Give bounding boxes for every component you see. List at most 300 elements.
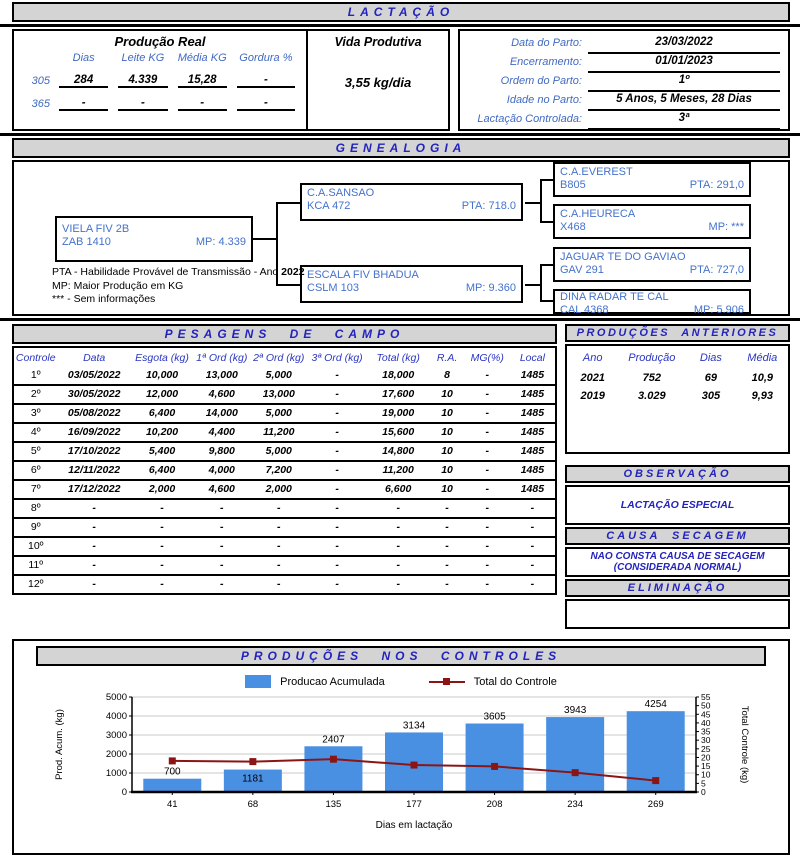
grandparent-code: X468 (560, 221, 586, 233)
pesagens-column-header: 2ª Ord (kg) (253, 352, 305, 364)
pa-column-header: Produção (628, 352, 676, 364)
pesagens-cell: 7,200 (250, 461, 307, 480)
chart-line-marker (169, 757, 176, 764)
sire-code: KCA 472 (307, 200, 351, 212)
pesagens-cell: 6,400 (131, 404, 193, 423)
pesagens-cell: 2,000 (250, 480, 307, 499)
pesagens-cell: - (307, 461, 367, 480)
x-tick-label: 269 (647, 799, 664, 810)
legend-bar-label: Producao Acumulada (280, 675, 385, 688)
pa-column-header: Média (747, 352, 778, 364)
pesagens-cell: 10,000 (145, 369, 179, 381)
y-tick-label-right: 10 (701, 769, 711, 780)
pesagens-cell: - (510, 537, 556, 556)
pesagens-row (13, 423, 556, 442)
pesagens-cell: 10 (429, 461, 464, 480)
dam-name: ESCALA FIV BHADUA (307, 269, 419, 281)
pa-cell: 752 (642, 372, 661, 384)
x-tick-label: 68 (247, 799, 259, 810)
pesagens-cell: 12º (13, 575, 58, 594)
field-label: Ordem do Parto: (500, 75, 582, 87)
pesagens-cell: - (250, 537, 307, 556)
pesagens-cell: - (465, 442, 510, 461)
y-tick-label-left: 4000 (105, 711, 127, 722)
pesagens-cell: - (307, 480, 367, 499)
pesagens-cell: 14,000 (193, 404, 250, 423)
pesagens-cell: 10 (429, 404, 464, 423)
value-media-365: - (178, 95, 227, 111)
legend-line-swatch (429, 681, 465, 683)
y-tick-label-right: 5 (701, 778, 706, 789)
pesagens-cell: 4,600 (193, 480, 250, 499)
grandparent-box (553, 289, 751, 314)
y-tick-label-left: 3000 (105, 730, 127, 741)
pesagens-cell: 13,000 (250, 385, 307, 404)
pesagens-cell: - (367, 556, 429, 575)
pesagens-cell: 5,000 (250, 404, 307, 423)
pesagens-cell: - (307, 442, 367, 461)
pesagens-cell: - (250, 575, 307, 594)
pesagens-cell: 7º (13, 480, 58, 499)
pesagens-cell: - (58, 556, 131, 575)
pesagens-cell: - (429, 537, 464, 556)
y-tick-label-left: 0 (121, 787, 127, 798)
pa-cell: 305 (701, 390, 721, 402)
pesagens-cell: - (465, 385, 510, 404)
pesagens-cell: 6º (13, 461, 58, 480)
pesagens-cell: - (510, 499, 556, 518)
legend-sem-info: *** - Sem informações (52, 293, 156, 305)
value-dias-365: - (59, 95, 108, 111)
pesagens-cell: - (307, 404, 367, 423)
bar-label: 3943 (564, 705, 587, 717)
tree-connector (540, 179, 542, 223)
chart-line-marker (249, 758, 256, 765)
col-header-dias: Dias (72, 52, 95, 64)
legend-mp: MP: Maior Produção em KG (52, 279, 184, 292)
chart-legend (36, 675, 766, 688)
pesagens-cell: - (193, 518, 250, 537)
col-header-gordura: Gordura % (239, 52, 293, 64)
pesagens-cell: 10,200 (131, 423, 193, 442)
section-header-pesagens: PESAGENS DE CAMPO (12, 324, 557, 344)
pesagens-cell: 1485 (510, 442, 556, 461)
pesagens-cell: - (307, 385, 367, 404)
grandparent-code: CAL 4368 (560, 304, 609, 316)
pesagens-row (13, 461, 556, 480)
field-label: Idade no Parto: (506, 94, 582, 106)
pesagens-row (13, 537, 556, 556)
pesagens-row (13, 575, 556, 594)
pesagens-cell: 18,000 (382, 369, 415, 381)
eliminacao-box (565, 599, 790, 629)
genealogy-tree (12, 160, 790, 316)
pesagens-cell: - (58, 518, 131, 537)
pesagens-cell: 13,000 (205, 369, 238, 381)
divider (0, 133, 800, 136)
chart-bar (304, 746, 362, 792)
grandparent-code: B805 (560, 179, 586, 191)
pesagens-cell: 17/12/2022 (58, 480, 131, 499)
observacao-box (565, 485, 790, 525)
pesagens-cell: 11,200 (250, 423, 307, 442)
pesagens-cell: - (250, 556, 307, 575)
pesagens-cell: - (193, 499, 250, 518)
pesagens-cell: 5,400 (131, 442, 193, 461)
y-tick-label-left: 1000 (105, 768, 127, 779)
pesagens-cell: - (58, 537, 131, 556)
pesagens-cell: 10 (429, 423, 464, 442)
y-tick-label-right: 55 (701, 692, 711, 702)
animal-code: ZAB 1410 (62, 236, 111, 248)
pesagens-row (13, 480, 556, 499)
pesagens-cell: - (58, 575, 131, 594)
pesagens-cell: - (367, 499, 429, 518)
pesagens-cell: - (465, 461, 510, 480)
section-header-producoes-anteriores: PRODUÇÕES ANTERIORES (565, 324, 790, 342)
pesagens-cell: 10 (429, 480, 464, 499)
pesagens-cell: - (250, 518, 307, 537)
pesagens-cell: 2,000 (131, 480, 193, 499)
divider (0, 24, 800, 27)
y-axis-title-left: Prod. Acum. (kg) (54, 709, 65, 780)
animal-metric: MP: 4.339 (195, 236, 246, 248)
pesagens-cell: - (465, 537, 510, 556)
pa-cell: 2021 (580, 372, 605, 384)
pesagens-row (13, 404, 556, 423)
pesagens-cell: 6,600 (367, 480, 429, 499)
pesagens-cell: - (465, 404, 510, 423)
pesagens-cell: 1485 (520, 369, 545, 381)
value-gordura-365: - (237, 95, 295, 111)
pesagens-cell: - (335, 369, 339, 381)
vida-produtiva-title: Vida Produtiva (334, 35, 422, 49)
pesagens-row (13, 367, 556, 385)
pesagens-column-header: Local (519, 352, 545, 364)
grandparent-metric: MP: 5.906 (693, 304, 744, 316)
sire-metric: PTA: 718.0 (461, 200, 516, 212)
y-tick-label-right: 50 (701, 700, 711, 711)
col-header-media: Média KG (177, 52, 227, 64)
pesagens-cell: - (58, 499, 131, 518)
value-dias-305: 284 (59, 72, 108, 88)
section-header-genealogia: GENEALOGIA (12, 138, 790, 158)
pesagens-cell: 8º (13, 499, 58, 518)
y-tick-label-right: 30 (701, 735, 711, 746)
grandparent-box (553, 162, 751, 197)
grandparent-name: C.A.HEURECA (560, 208, 636, 220)
field-value: 5 Anos, 5 Meses, 28 Dias (588, 92, 780, 111)
producao-real-panel (12, 29, 308, 131)
chart-bar (143, 779, 201, 792)
pesagens-cell: - (131, 537, 193, 556)
col-header-leite: Leite KG (121, 52, 165, 64)
pesagens-row (13, 499, 556, 518)
chart-bar (466, 724, 524, 792)
pesagens-cell: 19,000 (367, 404, 429, 423)
pesagens-cell: - (307, 518, 367, 537)
x-tick-label: 135 (325, 799, 342, 810)
pa-column-header: Ano (582, 352, 603, 364)
pesagens-cell: - (367, 537, 429, 556)
pesagens-cell: - (307, 575, 367, 594)
pesagens-row (13, 385, 556, 404)
productions-chart (36, 688, 780, 840)
pesagens-column-header: MG(%) (470, 352, 504, 364)
chart-line-marker (491, 763, 498, 770)
dam-code: CSLM 103 (307, 282, 359, 294)
section-header-eliminacao: ELIMINAÇÃO (565, 579, 790, 597)
pesagens-section (12, 324, 557, 629)
info-row-encerramento (460, 54, 780, 73)
pesagens-cell: 05/08/2022 (58, 404, 131, 423)
pa-cell: 69 (704, 372, 718, 384)
tree-connector (525, 202, 541, 204)
animal-name: VIELA FIV 2B (62, 223, 130, 235)
bar-label: 1181 (242, 773, 264, 785)
pesagens-cell: 16/09/2022 (58, 423, 131, 442)
causa-secagem-box (565, 547, 790, 577)
section-header-observacao: OBSERVAÇÃO (565, 465, 790, 483)
pesagens-cell: 4º (13, 423, 58, 442)
pesagens-cell: - (307, 423, 367, 442)
field-value: 23/03/2022 (588, 35, 780, 54)
tree-connector (540, 264, 553, 266)
chart-line-marker (652, 777, 659, 784)
x-tick-label: 234 (567, 799, 584, 810)
tree-connector (540, 300, 553, 302)
pesagens-cell: 03/05/2022 (67, 369, 121, 381)
grandparent-name: JAGUAR TE DO GAVIAO (560, 251, 686, 263)
causa-secagem-line1: NAO CONSTA CAUSA DE SECAGEM (590, 551, 765, 562)
pesagens-cell: - (367, 575, 429, 594)
producao-real-table (20, 52, 300, 118)
bar-label: 3605 (483, 711, 506, 723)
pesagens-cell: 1485 (510, 404, 556, 423)
sire-box (300, 183, 523, 221)
bar-label: 3134 (402, 720, 426, 732)
legend-bar-swatch (245, 675, 271, 688)
field-label: Lactação Controlada: (477, 113, 582, 125)
pesagens-cell: 10º (13, 537, 58, 556)
tree-connector (253, 238, 277, 240)
dam-metric: MP: 9.360 (465, 282, 516, 294)
pesagens-row (13, 556, 556, 575)
pesagens-cell: 5,000 (250, 442, 307, 461)
chart-line-marker (572, 769, 579, 776)
pesagens-cell: 3º (13, 404, 58, 423)
pesagens-cell: - (429, 556, 464, 575)
parto-info-panel (458, 29, 790, 131)
sire-name: C.A.SANSAO (307, 187, 375, 199)
pesagens-cell: - (250, 499, 307, 518)
chart-line-marker (330, 756, 337, 763)
pesagens-cell: - (465, 499, 510, 518)
pesagens-cell: 1º (30, 369, 41, 381)
pesagens-cell: - (485, 369, 489, 381)
pesagens-cell: - (131, 518, 193, 537)
pesagens-cell: - (307, 537, 367, 556)
chart-panel (12, 639, 790, 855)
grandparent-box (553, 204, 751, 239)
chart-bar (546, 717, 604, 792)
animal-box (55, 216, 253, 262)
info-row-idade-parto (460, 92, 780, 111)
producao-real-title: Produção Real (114, 34, 206, 49)
pesagens-cell: - (429, 575, 464, 594)
pesagens-cell: 10 (429, 385, 464, 404)
row-label-305: 305 (31, 75, 50, 87)
vida-produtiva-panel (306, 29, 450, 131)
pesagens-cell: - (193, 537, 250, 556)
field-value: 01/01/2023 (588, 54, 780, 73)
divider (0, 318, 800, 321)
pesagens-cell: - (429, 499, 464, 518)
pesagens-cell: 10 (429, 442, 464, 461)
y-tick-label-right: 0 (701, 787, 706, 797)
genealogy-legend (52, 266, 305, 307)
x-axis-title: Dias em lactação (375, 820, 453, 831)
info-row-data-parto (460, 35, 780, 54)
pesagens-cell: - (510, 575, 556, 594)
pesagens-cell: - (307, 556, 367, 575)
value-gordura-305: - (237, 72, 295, 88)
x-tick-label: 41 (166, 799, 178, 810)
pesagens-cell: 9º (13, 518, 58, 537)
legend-line-label: Total do Controle (473, 675, 557, 688)
pesagens-cell: - (465, 556, 510, 575)
tree-connector (525, 284, 541, 286)
pesagens-cell: - (510, 518, 556, 537)
row-label-365: 365 (31, 98, 50, 110)
pesagens-column-header: Controle (15, 352, 56, 364)
info-row-ordem-parto (460, 73, 780, 92)
pesagens-cell: 1485 (510, 480, 556, 499)
pesagens-row (13, 442, 556, 461)
section-header-lactacao: LACTAÇÃO (12, 2, 790, 22)
y-tick-label-right: 20 (701, 752, 711, 763)
pesagens-cell: 30/05/2022 (58, 385, 131, 404)
pesagens-cell: 17/10/2022 (58, 442, 131, 461)
y-tick-label-left: 2000 (105, 749, 127, 760)
pesagens-cell: 6,400 (131, 461, 193, 480)
pesagens-cell: 1485 (510, 461, 556, 480)
pesagens-column-header: 1ª Ord (kg) (196, 352, 248, 364)
x-tick-label: 177 (406, 799, 422, 810)
vida-produtiva-value: 3,55 kg/dia (344, 75, 412, 90)
pesagens-cell: 4,600 (193, 385, 250, 404)
grandparent-metric: MP: *** (708, 221, 744, 233)
pesagens-cell: - (429, 518, 464, 537)
grandparent-name: DINA RADAR TE CAL (560, 291, 669, 303)
pesagens-cell: 5º (13, 442, 58, 461)
pesagens-cell: - (465, 480, 510, 499)
pesagens-column-header: R.A. (436, 352, 458, 364)
causa-secagem-line2: (CONSIDERADA NORMAL) (613, 562, 742, 573)
y-axis-title-right: Total Controle (kg) (739, 705, 750, 784)
value-leite-305: 4.339 (118, 72, 167, 88)
pa-column-header: Dias (699, 352, 722, 364)
y-tick-label-right: 25 (701, 743, 711, 754)
tree-connector (540, 264, 542, 302)
tree-connector (276, 202, 300, 204)
pa-cell: 9,93 (751, 390, 773, 402)
field-label: Data do Parto: (511, 37, 582, 49)
pesagens-header-row (13, 347, 556, 367)
field-value: 3ª (588, 111, 780, 130)
pesagens-cell: 12,000 (131, 385, 193, 404)
pesagens-cell: 9,800 (193, 442, 250, 461)
pesagens-cell: 17,600 (367, 385, 429, 404)
grandparent-metric: PTA: 291,0 (689, 179, 744, 191)
pesagens-column-header: 3ª Ord (kg) (311, 352, 363, 364)
dam-box (300, 265, 523, 303)
value-media-305: 15,28 (178, 72, 227, 88)
field-label: Encerramento: (509, 56, 582, 68)
bar-label: 700 (163, 766, 181, 778)
legend-pta: PTA - Habilidade Provável de Transmissão - Ano 2022 (52, 266, 305, 278)
pesagens-cell: - (465, 518, 510, 537)
pesagens-table (12, 346, 557, 595)
pesagens-cell: 5,000 (265, 369, 292, 381)
pesagens-cell: - (465, 575, 510, 594)
pesagens-cell: - (131, 575, 193, 594)
section-header-producoes-controles: PRODUÇÕES NOS CONTROLES (36, 646, 766, 666)
pesagens-cell: 1485 (510, 423, 556, 442)
col-header-spacer (20, 52, 54, 72)
pa-cell: 10,9 (751, 372, 773, 384)
bar-label: 4254 (644, 699, 667, 711)
section-header-causa-secagem: CAUSA SECAGEM (565, 527, 790, 545)
x-tick-label: 208 (486, 799, 503, 810)
pesagens-cell: 12/11/2022 (58, 461, 131, 480)
grandparent-metric: PTA: 727,0 (689, 264, 744, 276)
pesagens-column-header: Data (83, 352, 106, 364)
pesagens-column-header: Total (kg) (376, 352, 420, 364)
pesagens-column-header: Esgota (kg) (135, 352, 189, 364)
y-tick-label-right: 15 (701, 761, 711, 772)
tree-connector (540, 221, 553, 223)
pa-cell: 2019 (580, 390, 605, 402)
pesagens-cell: - (193, 575, 250, 594)
pesagens-cell: - (307, 499, 367, 518)
producoes-anteriores-table (565, 344, 790, 454)
top-summary-row (12, 29, 790, 131)
pesagens-cell: 1485 (510, 385, 556, 404)
legend-pta-year: 2022 (281, 266, 305, 278)
pesagens-cell: - (131, 499, 193, 518)
chart-line-marker (411, 762, 418, 769)
spacer (565, 454, 790, 465)
pesagens-cell: - (131, 556, 193, 575)
pesagens-cell: - (510, 556, 556, 575)
pesagens-cell: 11,200 (367, 461, 429, 480)
pesagens-cell: - (465, 423, 510, 442)
tree-connector (540, 179, 553, 181)
pesagens-cell: - (367, 518, 429, 537)
pesagens-cell: 2º (13, 385, 58, 404)
pesagens-cell: 8 (444, 369, 450, 381)
pesagens-cell: 4,000 (193, 461, 250, 480)
field-value: 1º (588, 73, 780, 92)
grandparent-name: C.A.EVEREST (560, 166, 633, 178)
grandparent-code: GAV 291 (560, 264, 604, 276)
bar-label: 2407 (322, 734, 345, 746)
pesagens-cell: 4,400 (193, 423, 250, 442)
pesagens-cell: - (193, 556, 250, 575)
value-leite-365: - (118, 95, 167, 111)
observacao-text: LACTAÇÃO ESPECIAL (620, 499, 735, 511)
